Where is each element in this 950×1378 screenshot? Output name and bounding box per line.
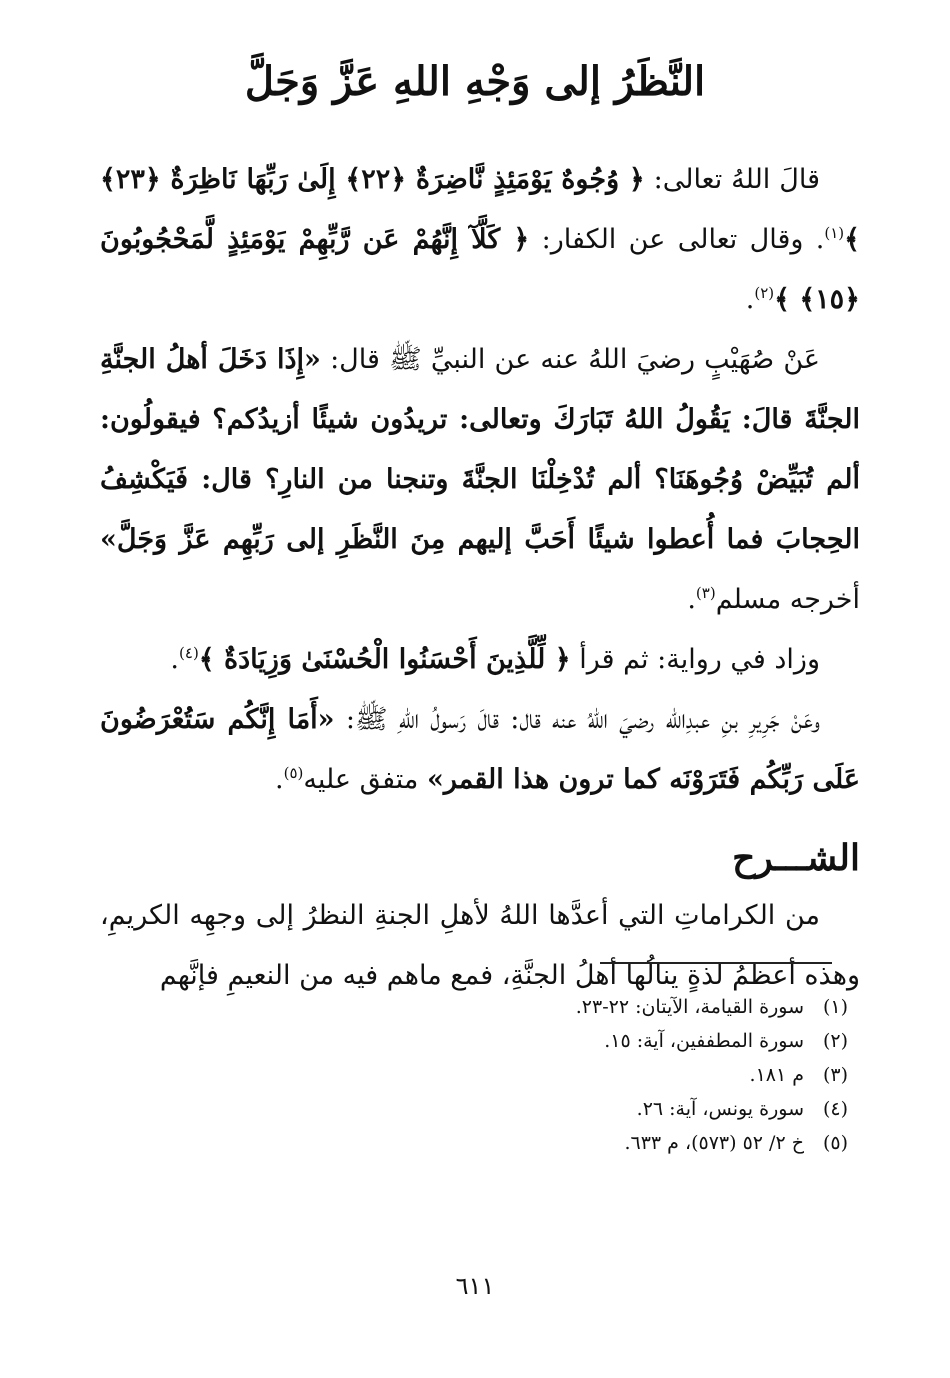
footnote-text: سورة يونس، آية: ٢٦.: [636, 1098, 804, 1120]
main-text: [100, 150, 860, 1006]
p4-source: متفق عليه: [303, 764, 427, 795]
paragraph-explanation: من الكراماتِ التي أعدَّها اللهُ لأهلِ الجنةِ النظرُ إلى وجهِه الكريمِ، وهذه أعظمُ لذةٍ ينالُها أهلُ الجنَّةِ، فمع ماهم فيه من النعيمِ فإنَّهم: [100, 900, 860, 991]
paragraph-hadith-suhaib: [100, 330, 860, 630]
footnote-number: (٤): [822, 1098, 848, 1120]
footnote-ref-3[interactable]: (٣): [695, 584, 716, 602]
quran-verse-mutaffifin: ﴿ كَلَّآ إِنَّهُمْ عَن رَّبِّهِمْ يَوْمَئِذٍ لَّمَحْجُوبُونَ ﴿١٥﴾ ﴾: [100, 224, 860, 315]
footnote-number: (٣): [822, 1064, 848, 1086]
footnote-item: [300, 1058, 848, 1092]
p2-source: أخرجه مسلم: [715, 584, 860, 615]
section-heading-sharh: الشـــرح: [732, 837, 860, 879]
p1-intro: قالَ اللهُ تعالى:: [644, 164, 820, 195]
paragraph-riwayah: [100, 630, 860, 690]
page-number: ٦١١: [455, 1272, 495, 1300]
footnote-number: (١): [822, 996, 848, 1018]
footnote-ref-4[interactable]: (٤): [179, 644, 199, 662]
footnote-text: سورة القيامة، الآيتان: ٢٢-٢٣.: [575, 996, 804, 1018]
footnote-text: سورة المطففين، آية: ١٥.: [604, 1030, 804, 1052]
footnote-item: [300, 1024, 848, 1058]
footnote-text: خ ٢/ ٥٢ (٥٧٣)، م ٦٣٣.: [624, 1132, 804, 1154]
quran-verse-qiyamah: ﴿ وُجُوهٌ يَوْمَئِذٍ نَّاضِرَةٌ ﴿٢٢﴾ إِلَىٰ رَبِّهَا نَاظِرَةٌ ﴿٢٣﴾ ﴾: [100, 164, 860, 255]
footnote-separator: [600, 962, 832, 964]
footnote-item: [300, 1092, 848, 1126]
hadith-text-suhaib: «إِذَا دَخَلَ أهلُ الجنَّةِ الجنَّةَ قالَ: يَقُولُ اللهُ تَبَارَكَ وتعالى: تريدُون شيئًا أزيدُكم؟ فيقولُون: ألم تُبَيِّضْ وُجُوهَنَا؟ ألم تُدْخِلْنَا الجنَّةَ وتنجنا من النارِ؟ قال: فَيَكْشِفُ الحِجابَ فما أُعطوا شيئًا أَحَبَّ إليهم مِنَ النَّظَرِ إلى رَبِّهِم عَزَّ وَجَلَّ»: [100, 344, 860, 555]
p4-end: .: [274, 764, 284, 795]
footnotes-list: [300, 990, 848, 1160]
p3-intro: وزاد في رواية: ثم قرأ: [570, 644, 820, 675]
p1-end: .: [745, 284, 755, 315]
hadith-text-jarir: «أَمَا إِنَّكُم سَتُعْرَضُونَ عَلَى رَبِّكُم فَتَرَوْنَه كما ترون هذا القمر»: [100, 704, 860, 795]
footnote-ref-5[interactable]: (٥): [283, 764, 304, 782]
footnote-ref-1[interactable]: (١): [824, 224, 845, 242]
p2-end: .: [687, 584, 696, 615]
footnote-item: [300, 1126, 848, 1160]
footnote-number: (٢): [822, 1030, 848, 1052]
p2-intro: عَنْ صُهَيْبٍ رضيَ اللهُ عنه عن النبيِّ ﷺ قال:: [320, 344, 820, 375]
chapter-title: النَّظَرُ إلى وَجْهِ اللهِ عَزَّ وَجَلَّ: [244, 58, 706, 105]
paragraph-hadith-jarir: [100, 690, 860, 810]
quran-verse-yunus: ﴿ لِّلَّذِينَ أَحْسَنُوا الْحُسْنَىٰ وَزِيَادَةٌ ﴾: [198, 644, 571, 675]
footnote-item: [300, 990, 848, 1024]
footnote-number: (٥): [822, 1132, 848, 1154]
p1-middle: . وقال تعالى عن الكفار:: [529, 224, 825, 255]
paragraph-quran-verses: [100, 150, 860, 330]
footnote-text: م ١٨١.: [749, 1064, 804, 1086]
p4-intro: وعَنْ جَرِيرِ بنِ عبدِالله رضيَ اللهُ عنه قال: قالَ رَسولُ اللهِ ﷺ:: [334, 704, 820, 735]
p3-end: .: [170, 644, 180, 675]
footnote-ref-2[interactable]: (٢): [754, 284, 775, 302]
